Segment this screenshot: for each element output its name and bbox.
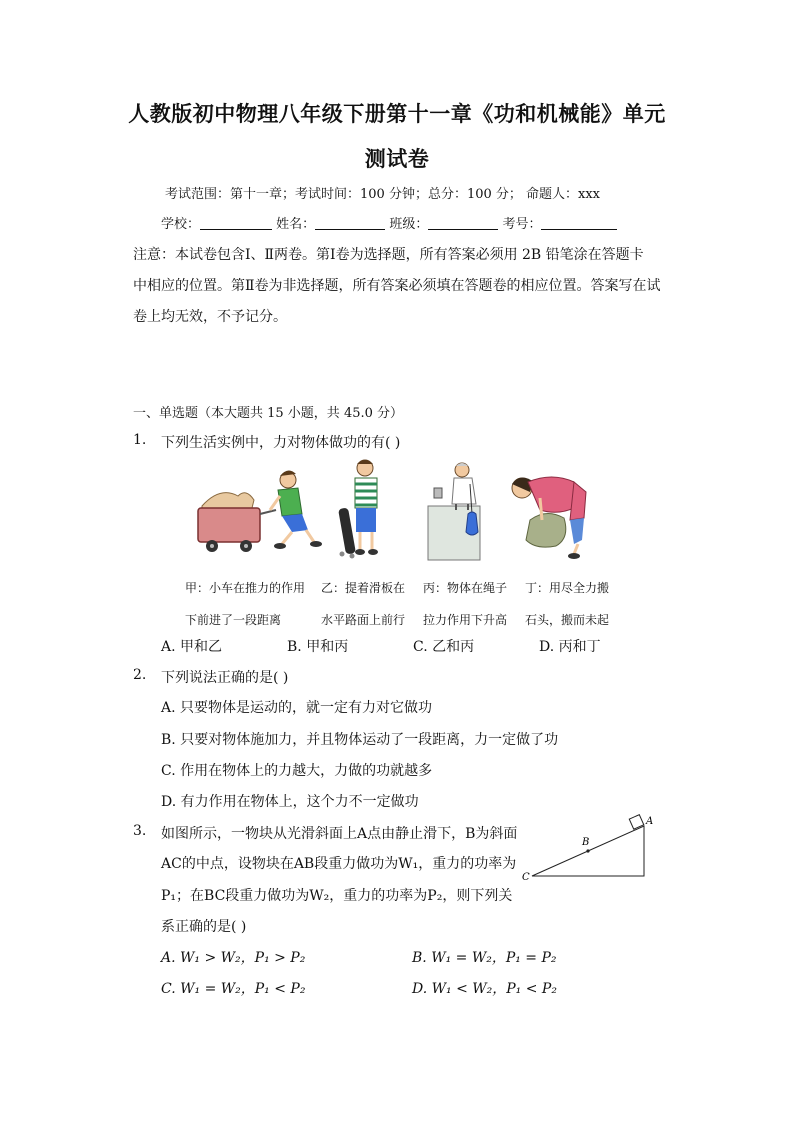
notice-line3: 卷上均无效，不予记分。 <box>133 309 287 325</box>
q1-illustrations <box>190 458 620 570</box>
q3-option-b[interactable]: B. W₁ = W₂，P₁ = P₂ <box>412 950 557 966</box>
page-title-line2: 测试卷 <box>364 146 430 171</box>
q3-stem-line1: 如图所示，一物块从光滑斜面上A点由静止滑下，B为斜面 <box>161 826 518 842</box>
q3-option-a[interactable]: A. W₁ > W₂，P₁ > P₂ <box>161 950 306 966</box>
school-blank[interactable] <box>200 215 272 230</box>
name-label: 姓名： <box>276 217 316 232</box>
exam-info: 考试范围：第十一章；考试时间：100 分钟；总分：100 分； 命题人：xxx <box>165 187 601 202</box>
caption-yi-line1: 乙：提着滑板在 <box>321 581 406 595</box>
rope-lift-figure <box>428 463 480 560</box>
caption-bing-line1: 丙：物体在绳子 <box>423 581 508 595</box>
class-blank[interactable] <box>428 215 498 230</box>
exam-no-label: 考号： <box>502 217 542 232</box>
q2-option-d[interactable]: D. 有力作用在物体上，这个力不一定做功 <box>161 794 419 810</box>
student-fields <box>161 213 617 232</box>
caption-ding-line1: 丁：用尽全力搬 <box>525 581 610 595</box>
q1-number: 1. <box>133 432 147 448</box>
caption-bing-line2: 拉力作用下升高 <box>423 613 508 627</box>
q3-option-c[interactable]: C. W₁ = W₂，P₁ < P₂ <box>161 981 306 997</box>
q2-option-b[interactable]: B. 只要对物体施加力，并且物体运动了一段距离，力一定做了功 <box>161 732 559 748</box>
q1-option-d[interactable]: D. 丙和丁 <box>539 639 601 655</box>
exam-no-blank[interactable] <box>541 215 617 230</box>
caption-jia-line1: 甲：小车在推力的作用 <box>185 581 306 595</box>
q1-stem: 下列生活实例中，力对物体做功的有( ) <box>161 435 401 451</box>
section-heading: 一、单选题（本大题共 15 小题，共 45.0 分） <box>133 406 404 421</box>
point-b-label: B <box>582 837 590 848</box>
caption-yi-line2: 水平路面上前行 <box>321 613 406 627</box>
q3-stem-line2: AC的中点，设物块在AB段重力做功为W₁，重力的功率为 <box>161 856 517 872</box>
q1-option-a[interactable]: A. 甲和乙 <box>161 639 223 655</box>
q2-option-c[interactable]: C. 作用在物体上的力越大，力做的功就越多 <box>161 763 433 779</box>
school-label: 学校： <box>161 217 201 232</box>
q2-stem: 下列说法正确的是( ) <box>161 670 289 686</box>
notice-line1: 注意：本试卷包含Ⅰ、Ⅱ两卷。第Ⅰ卷为选择题，所有答案必须用 2B 铅笔涂在答题卡 <box>133 247 644 263</box>
q3-option-d[interactable]: D. W₁ < W₂，P₁ < P₂ <box>412 981 557 997</box>
caption-jia-line2: 下前进了一段距离 <box>185 613 282 627</box>
class-label: 班级： <box>389 217 429 232</box>
point-a-label: A <box>646 816 654 827</box>
q1-option-b[interactable]: B. 甲和丙 <box>287 639 349 655</box>
notice-line2: 中相应的位置。第Ⅱ卷为非选择题，所有答案必须填在答题卷的相应位置。答案写在试 <box>133 278 661 294</box>
point-c-label: C <box>522 872 530 883</box>
rock-lift-figure <box>512 477 586 559</box>
skateboard-figure <box>338 460 378 559</box>
q3-stem-line3: P₁；在BC段重力做功为W₂，重力的功率为P₂，则下列关 <box>161 888 513 904</box>
q1-option-c[interactable]: C. 乙和丙 <box>413 639 475 655</box>
q2-option-a[interactable]: A. 只要物体是运动的，就一定有力对它做功 <box>161 700 433 716</box>
caption-ding-line2: 石头，搬而未起 <box>525 613 610 627</box>
q3-stem-line4: 系正确的是( ) <box>161 919 247 935</box>
q2-number: 2. <box>133 667 147 683</box>
page-title-line1: 人教版初中物理八年级下册第十一章《功和机械能》单元 <box>128 101 666 126</box>
cart-push-figure <box>198 470 322 552</box>
incline-figure <box>520 812 660 884</box>
q3-number: 3. <box>133 823 147 839</box>
name-blank[interactable] <box>315 215 385 230</box>
